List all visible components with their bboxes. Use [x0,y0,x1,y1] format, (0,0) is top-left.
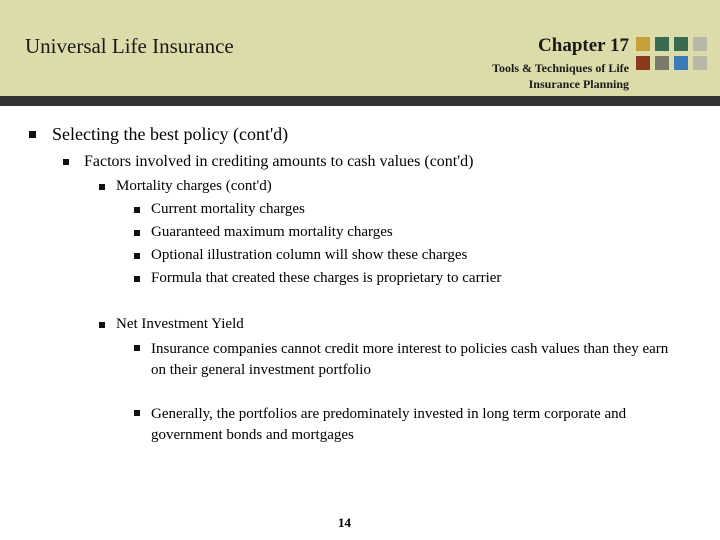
decor-square [674,56,688,70]
decor-square [636,56,650,70]
decor-square [655,37,669,51]
bullet-square-icon [99,322,105,328]
chapter-label: Chapter 17 [538,35,629,56]
bullet-square-icon [134,207,140,213]
bullet-square-icon [134,345,140,351]
decor-square [693,37,707,51]
bullet-square-icon [63,159,69,165]
bullet-square-icon [99,184,105,190]
presentation-title: Universal Life Insurance [25,34,234,58]
bullet-l1: Selecting the best policy (cont'd) [52,124,289,144]
mortality-heading: Mortality charges (cont'd) [116,178,272,194]
yield-heading: Net Investment Yield [116,316,244,332]
mortality-item: Current mortality charges [151,201,305,217]
decor-square [674,37,688,51]
decor-square [693,56,707,70]
mortality-item: Formula that created these charges is proprietary to carrier [151,270,502,286]
bullet-square-icon [134,276,140,282]
subtitle-line-1: Tools & Techniques of Life [492,61,629,75]
bullet-l2: Factors involved in crediting amounts to cash values (cont'd) [84,153,474,170]
bullet-square-icon [29,131,36,138]
mortality-item: Optional illustration column will show these charges [151,247,468,263]
header-band [0,0,720,96]
subtitle-line-2: Insurance Planning [528,77,629,91]
decor-square [655,56,669,70]
bullet-square-icon [134,410,140,416]
yield-item: Generally, the portfolios are predominately invested in long term corporate and government bonds and mortgages [151,406,627,443]
decor-square [636,37,650,51]
bullet-square-icon [134,253,140,259]
page-number: 14 [338,515,351,530]
mortality-item: Guaranteed maximum mortality charges [151,224,393,240]
header-divider-bar [0,96,720,106]
chapter-subtitle [369,60,629,92]
yield-item: Insurance companies cannot credit more interest to policies cash values than they earn on their general investment portfolio [151,341,669,378]
bullet-square-icon [134,230,140,236]
